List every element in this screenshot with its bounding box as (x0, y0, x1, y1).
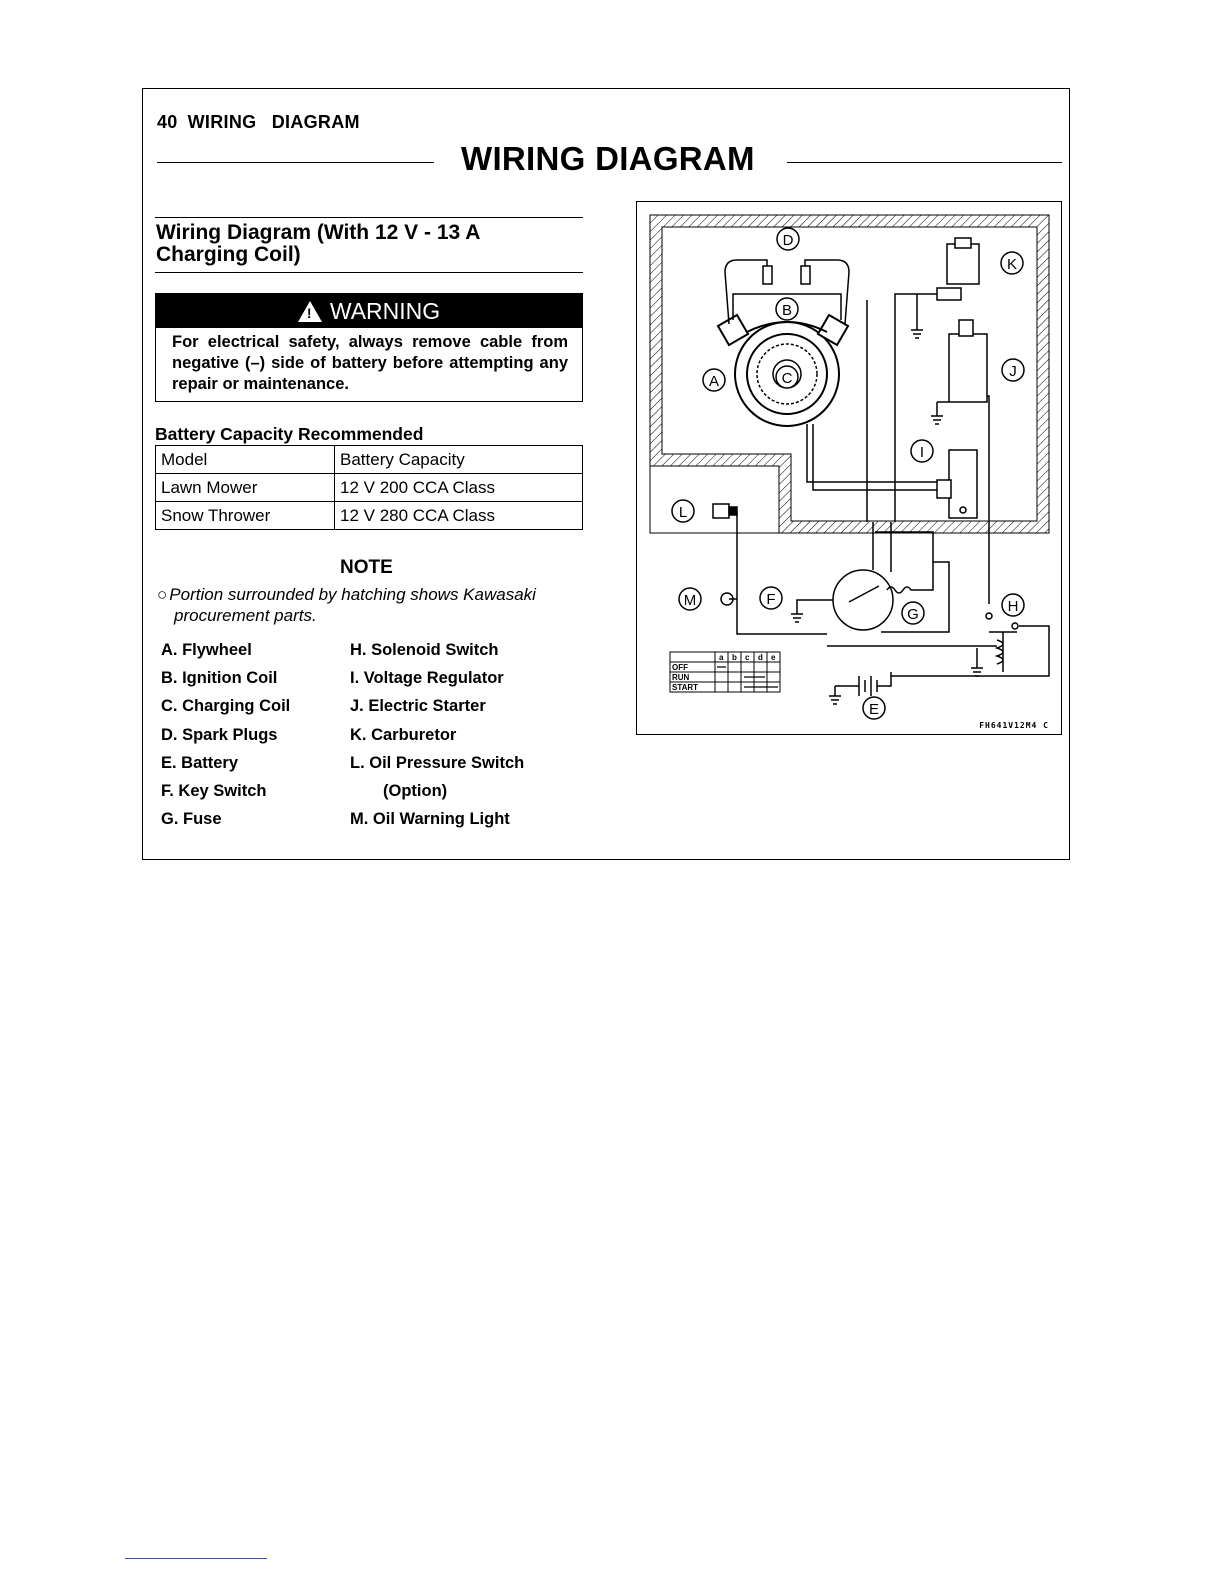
legend-item: L. Oil Pressure Switch (350, 753, 525, 772)
legend-column-1 (161, 636, 290, 833)
legend-item: E. Battery (161, 753, 239, 772)
switch-row-label: OFF (672, 663, 688, 672)
battery-table (155, 445, 583, 530)
legend-item: (Option) (383, 782, 448, 801)
table-header-row (156, 446, 583, 474)
switch-row-label: RUN (672, 673, 690, 682)
switch-col-label: b (732, 653, 737, 662)
legend-item: I. Voltage Regulator (350, 669, 504, 688)
callout-label: F (766, 591, 776, 608)
subtitle-line2: Charging Coil) (156, 243, 301, 266)
footer-link-underline (125, 1558, 267, 1559)
title-rule-left (157, 162, 434, 163)
callout-label: D (782, 232, 794, 249)
note-line2: procurement parts. (174, 606, 317, 625)
legend-item: G. Fuse (161, 810, 222, 829)
switch-col-label: c (745, 653, 750, 662)
callout-label: M (683, 592, 697, 609)
callout-label: A (708, 373, 720, 390)
legend-item: A. Flywheel (161, 641, 252, 659)
legend-column-2 (350, 636, 524, 833)
title-rule-right (787, 162, 1062, 163)
table-row (156, 474, 583, 502)
title-row (157, 140, 1062, 184)
warning-bar (156, 294, 582, 328)
table-cell: 12 V 200 CCA Class (335, 474, 583, 502)
legend-item: F. Key Switch (161, 782, 267, 801)
callout-label: I (919, 444, 925, 461)
page-title: WIRING DIAGRAM (461, 140, 755, 177)
switch-col-label: d (758, 653, 763, 662)
callout-label: G (907, 606, 919, 623)
wiring-diagram (636, 201, 1062, 735)
legend-item: K. Carburetor (350, 725, 457, 744)
table-header-cell: Model (156, 446, 335, 474)
page-number: 40 (157, 112, 178, 132)
warning-triangle-icon: ! (298, 301, 322, 322)
legend-item: J. Electric Starter (350, 697, 486, 716)
warning-box (155, 293, 583, 402)
battery-heading: Battery Capacity Recommended (155, 424, 424, 444)
section-subtitle (155, 217, 583, 273)
warning-text: For electrical safety, always remove cable from negative (–) side of battery before attempting any repair or maintenance. (172, 333, 568, 393)
callout-label: B (781, 302, 793, 319)
callout-label: H (1007, 598, 1019, 615)
note-text (157, 584, 587, 626)
switch-col-label: e (771, 653, 776, 662)
switch-col-label: a (719, 653, 724, 662)
warning-label: WARNING (329, 297, 441, 324)
legend-item: C. Charging Coil (161, 697, 291, 716)
note-line1: Portion surrounded by hatching shows Kawasaki (169, 585, 536, 604)
table-cell: 12 V 280 CCA Class (335, 502, 583, 530)
callout-label: C (781, 370, 793, 387)
table-row (156, 502, 583, 530)
legend-item: D. Spark Plugs (161, 725, 278, 744)
table-cell: Snow Thrower (156, 502, 335, 530)
table-header-cell: Battery Capacity (335, 446, 583, 474)
legend-item: H. Solenoid Switch (350, 641, 499, 659)
legend-item: B. Ignition Coil (161, 669, 278, 688)
legend-item: M. Oil Warning Light (350, 810, 510, 829)
note-heading: NOTE (340, 557, 393, 578)
oil-warning-light-icon (721, 593, 737, 605)
table-cell: Lawn Mower (156, 474, 335, 502)
oil-switch-box (650, 466, 779, 533)
wiring-diagram-svg (637, 202, 1061, 734)
callout-label: E (868, 701, 880, 718)
callout-label: L (678, 504, 688, 521)
callout-label: J (1009, 363, 1017, 380)
note-bullet: ○ (157, 585, 168, 604)
switch-row-label: START (672, 683, 699, 692)
page-header (157, 112, 360, 133)
figure-code: FH641V12M4 C (979, 721, 1049, 730)
callout-label: K (1006, 256, 1018, 273)
subtitle-line1: Wiring Diagram (With 12 V - 13 A (156, 221, 481, 244)
section-name: WIRING DIAGRAM (187, 112, 360, 132)
